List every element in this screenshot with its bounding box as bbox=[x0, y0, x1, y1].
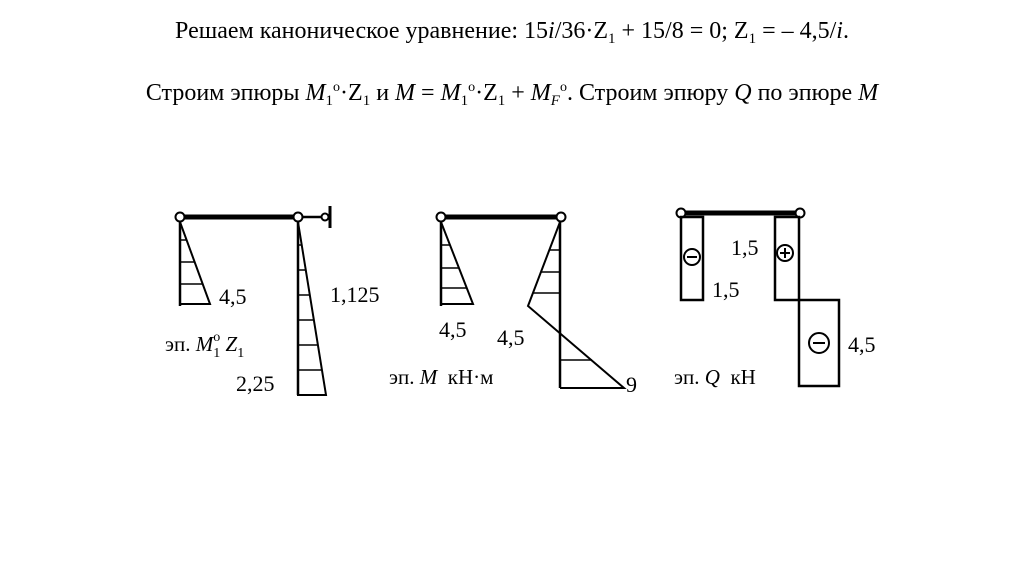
support-hinge bbox=[322, 214, 329, 221]
hinge-node bbox=[176, 213, 185, 222]
value-label: 2,25 bbox=[236, 371, 275, 396]
hinge-node bbox=[557, 213, 566, 222]
diagram-caption: эп. M кН·м bbox=[389, 365, 494, 389]
diagram-caption: эп. Q кН bbox=[674, 365, 756, 389]
equation-line: Решаем каноническое уравнение: $15i/36\cdot Z_1 + 15/8 = 0$; $Z_1$ = – 4,5/i. bbox=[175, 18, 849, 47]
value-label: 4,5 bbox=[848, 332, 876, 357]
moment-diagram-left bbox=[180, 222, 210, 304]
value-label: 1,125 bbox=[330, 282, 380, 307]
diagram-m1z1 bbox=[176, 206, 331, 395]
value-label: 9 bbox=[626, 372, 637, 397]
diagram-m bbox=[437, 213, 625, 389]
value-label: 4,5 bbox=[439, 317, 467, 342]
instruction-line: Строим эпюры $M_1^o\cdot Z_1$ и $M = M_1^o\cdot Z_1 + M_F^o$. Строим эпюру Q по эпюре M bbox=[145, 80, 879, 109]
hinge-node bbox=[294, 213, 303, 222]
value-label: 1,5 bbox=[731, 235, 759, 260]
diagram-caption: эп. $M_1o$ $Z_1$ bbox=[165, 330, 245, 361]
moment-diagram-left bbox=[441, 222, 473, 304]
moment-diagram-right bbox=[528, 222, 624, 388]
hinge-node bbox=[437, 213, 446, 222]
value-label: 1,5 bbox=[712, 277, 740, 302]
moment-diagram-right bbox=[298, 222, 326, 395]
value-label: 4,5 bbox=[497, 325, 525, 350]
value-label: 4,5 bbox=[219, 284, 247, 309]
